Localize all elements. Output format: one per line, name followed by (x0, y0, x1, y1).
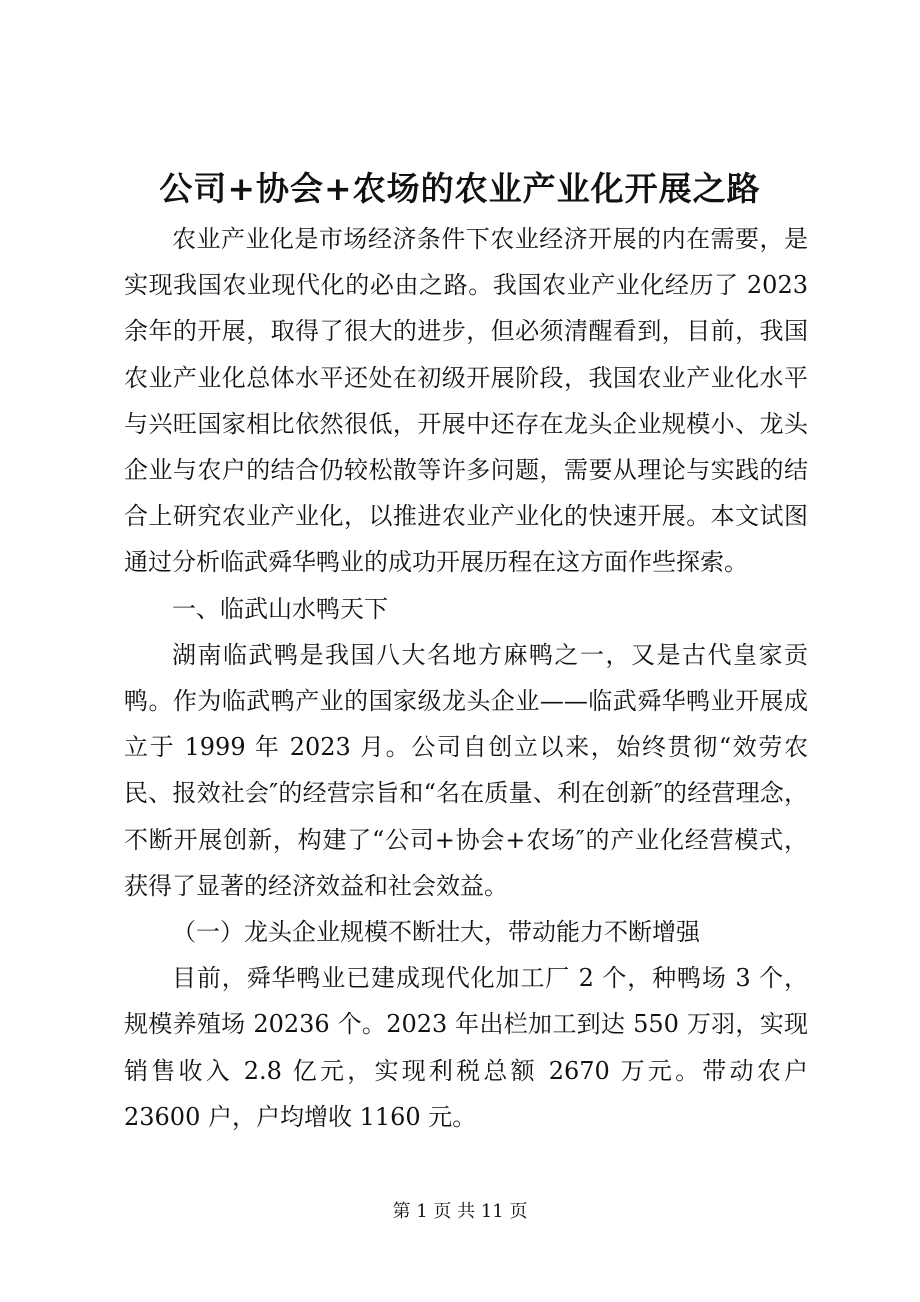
paragraph-intro: 农业产业化是市场经济条件下农业经济开展的内在需要，是实现我国农业现代化的必由之路。我国农业产业化经历了 2023 余年的开展，取得了很大的进步，但必须清醒看到，目前，我国农业产业化总体水平还处在初级开展阶段，我国农业产业化水平与兴旺国家相比依然很低，开展中还存在龙头企业规模小、龙头企业与农户的结合仍较松散等许多问题，需要从理论与实践的结合上研究农业产业化，以推进农业产业化的快速开展。本文试图通过分析临武舜华鸭业的成功开展历程在这方面作些探索。 (124, 225, 808, 577)
document-body (124, 216, 808, 1140)
document-title: 公司+协会+农场的农业产业化开展之路 (159, 169, 761, 208)
paragraph-linwu-duck: 湖南临武鸭是我国八大名地方麻鸭之一，又是古代皇家贡鸭。作为临武鸭产业的国家级龙头企业——临武舜华鸭业开展成立于 1999 年 2023 月。公司自创立以来，始终贯彻“效劳农民、报效社会″的经营宗旨和“名在质量、利在创新″的经营理念，不断开展创新，构建了“公司+协会+农场″的产业化经营模式，获得了显著的经济效益和社会效益。 (124, 640, 808, 900)
section-heading-1: 一、临武山水鸭天下 (172, 594, 388, 623)
subsection-heading-1: （一）龙头企业规模不断壮大，带动能力不断增强 (172, 918, 700, 947)
page-footer: 第 1 页 共 11 页 (392, 1201, 528, 1222)
paragraph-scale: 目前，舜华鸭业已建成现代化加工厂 2 个，种鸭场 3 个，规模养殖场 20236 个。2023 年出栏加工到达 550 万羽，实现销售收入 2.8 亿元，实现利税总额 2670 万元。带动农户 23600 户，户均增收 1160 元。 (124, 964, 808, 1131)
